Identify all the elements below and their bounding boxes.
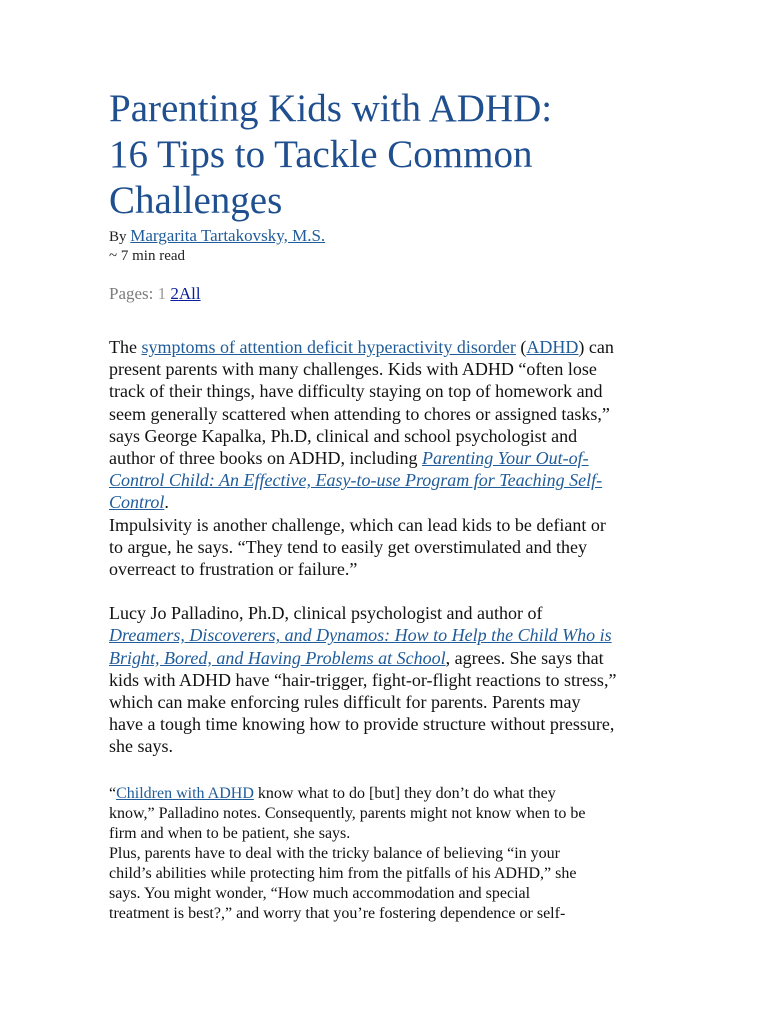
adhd-link[interactable]: ADHD [526,337,579,357]
text-span: ( [515,337,527,357]
title-line: 16 Tips to Tackle Common [109,133,533,176]
title-line: Challenges [109,179,283,222]
book-link-parenting-out-of-control-child[interactable] [109,492,164,512]
text-span: “ [109,784,117,802]
text-span: author of three books on ADHD, including [109,448,422,469]
byline [109,226,665,247]
book-title-part: Control Child: An Effective, Easy-to-use Program for Teaching Self- [109,470,603,491]
text-line [109,447,665,469]
text-line [109,469,665,491]
book-link-parenting-out-of-control-child[interactable] [109,470,602,490]
book-link-parenting-out-of-control-child[interactable] [422,448,589,468]
text-line: have a tough time knowing how to provide structure without pressure, [109,714,615,735]
pagination-current-page: 1 [157,284,167,303]
paragraph-intro [109,336,665,514]
text-line: overreact to frustration or failure.” [109,559,358,580]
text-line [109,491,665,513]
text-line [109,784,665,804]
paragraph-impulsivity [109,514,665,581]
text-line [109,647,665,669]
pagination-page-2-link[interactable]: 2 [170,284,179,303]
paragraph-balance [109,844,665,924]
book-title-part: Dreamers, Discoverers, and Dynamos: How to Help the Child Who is [109,625,612,646]
title-line: Parenting Kids with ADHD: [109,87,553,130]
text-line: present parents with many challenges. Kids with ADHD “often lose [109,359,597,380]
text-line: Impulsivity is another challenge, which can lead kids to be defiant or [109,514,606,535]
adhd-symptoms-link[interactable]: symptoms of attention deficit hyperactivity disorder [141,337,516,357]
text-line: Plus, parents have to deal with the tricky balance of believing “in your [109,844,560,862]
paragraph-palladino [109,602,665,757]
pagination-label: Pages: [109,284,158,303]
text-line: which can make enforcing rules difficult for parents. Parents may [109,692,581,713]
text-line: child’s abilities while protecting him from the pitfalls of his ADHD,” she [109,864,577,882]
text-line: seem generally scattered when attending to chores or assigned tasks,” [109,403,610,424]
paragraph-children-with-adhd [109,784,665,844]
book-link-dreamers-discoverers[interactable] [109,625,612,645]
byline-prefix: By [109,229,131,245]
pagination [109,284,665,304]
book-title-part: Control [109,492,165,513]
text-span: The [109,337,142,357]
text-line: know,” Palladino notes. Consequently, parents might not know when to be [109,804,586,822]
text-line: track of their things, have difficulty staying on top of homework and [109,381,603,402]
text-line: kids with ADHD have “hair-trigger, fight-or-flight reactions to stress,” [109,669,617,690]
text-line: to argue, he says. “They tend to easily get overstimulated and they [109,536,588,557]
read-time: ~ 7 min read [109,248,186,264]
text-span: know what to do [but] they don’t do what they [253,784,556,802]
text-line: treatment is best?,” and worry that you’re fostering dependence or self- [109,904,566,922]
text-line: Lucy Jo Palladino, Ph.D, clinical psychologist and author of [109,603,543,624]
text-line [109,624,665,646]
text-span: , agrees. She says that [445,647,604,668]
text-span: . [164,492,169,513]
book-link-dreamers-discoverers[interactable] [109,648,446,668]
text-line [109,336,665,358]
book-title-part: Bright, Bored, and Having Problems at School [109,647,446,668]
text-line: says. You might wonder, “How much accommodation and special [109,884,531,902]
pagination-all-link[interactable]: All [178,284,201,303]
text-line: firm and when to be patient, she says. [109,824,351,842]
article [109,86,665,924]
text-span: ) can [578,337,614,357]
text-line: says George Kapalka, Ph.D, clinical and school psychologist and [109,425,578,446]
text-line: she says. [109,736,173,757]
author-link[interactable]: Margarita Tartakovsky, M.S. [130,226,326,245]
book-title-part: Parenting Your Out-of- [421,448,589,469]
article-title [109,86,665,224]
children-with-adhd-link[interactable]: Children with ADHD [116,784,254,802]
